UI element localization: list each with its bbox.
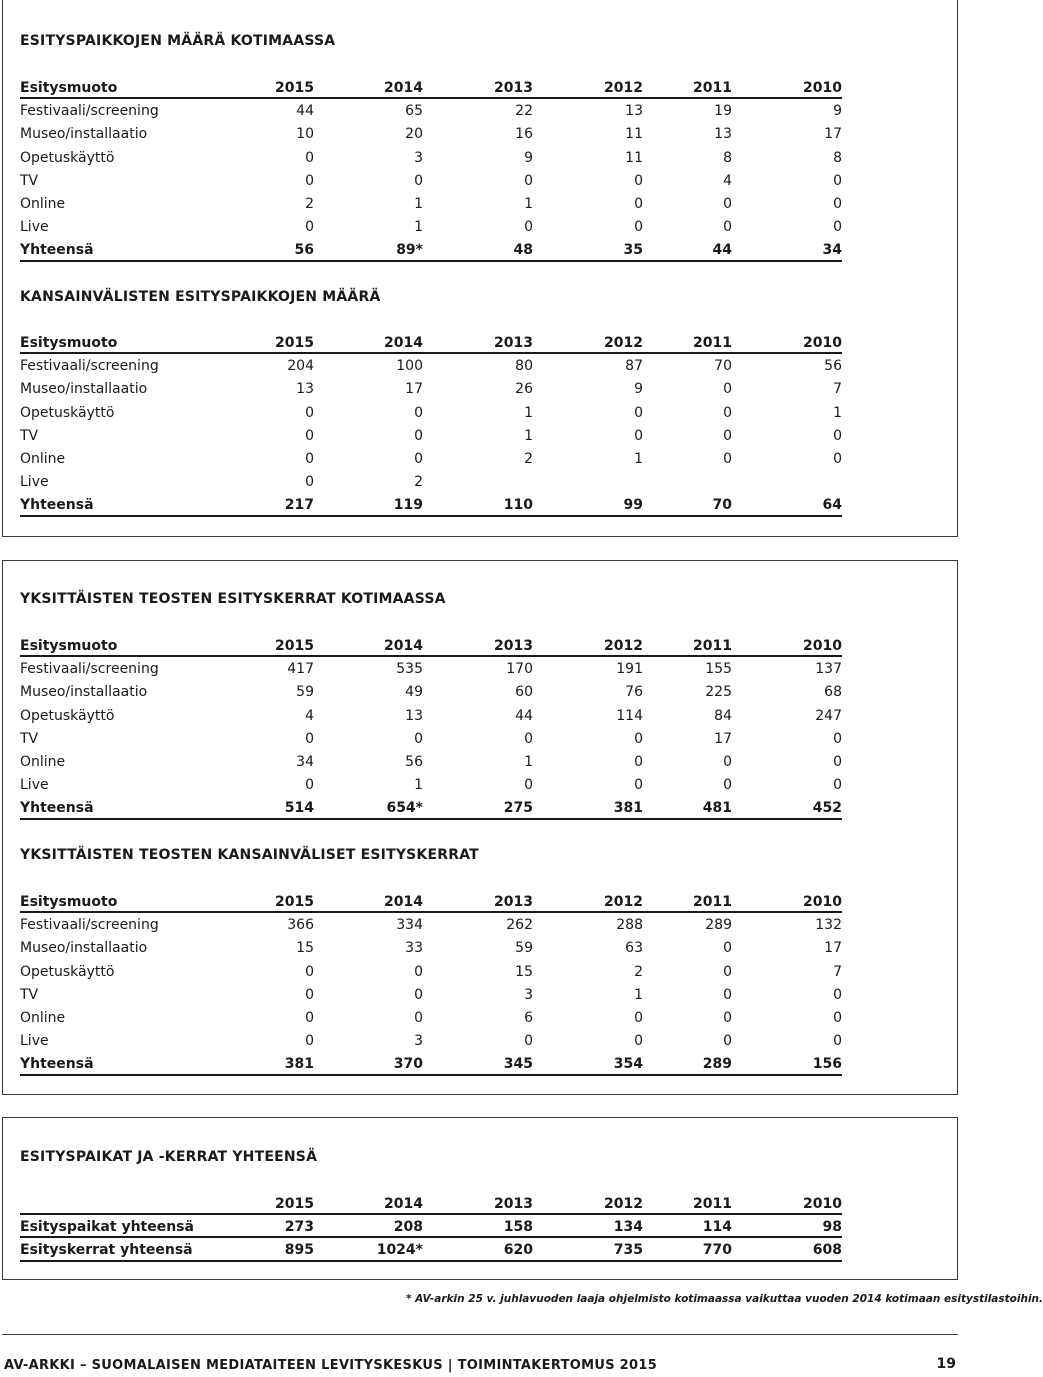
table-row [20, 1030, 842, 1053]
row-label: Live [20, 1033, 49, 1050]
table-row [20, 123, 842, 146]
row-label: Esitysmuoto [20, 80, 118, 96]
cell-2011: 84 [714, 707, 732, 724]
cell-2012: 2012 [604, 638, 643, 654]
cell-2014: 370 [393, 1056, 423, 1073]
row-label: Museo/installaatio [20, 381, 148, 398]
cell-2011: 0 [723, 986, 732, 1003]
row-label: Yhteensä [20, 242, 94, 259]
cell-2012: 381 [613, 800, 643, 817]
cell-2012: 11 [625, 149, 643, 166]
cell-2013: 44 [515, 707, 533, 724]
row-label: TV [20, 427, 39, 444]
cell-2010: 9 [833, 103, 842, 120]
cell-2013: 1 [524, 427, 533, 444]
row-label: Festivaali/screening [20, 358, 159, 375]
cell-2010: 7 [833, 963, 842, 980]
cell-2015: 13 [296, 381, 314, 398]
row-label: Live [20, 474, 49, 491]
row-label: Esitysmuoto [20, 335, 118, 351]
cell-2011: 4 [723, 172, 732, 189]
cell-2012: 0 [634, 404, 643, 421]
cell-2011: 0 [723, 427, 732, 444]
cell-2012: 288 [616, 917, 643, 934]
cell-2013: 1 [524, 195, 533, 212]
cell-2012: 1 [634, 986, 643, 1003]
table-header-row [20, 332, 842, 355]
cell-2011: 0 [723, 450, 732, 467]
footer-text: AV-ARKKI – SUOMALAISEN MEDIATAITEEN LEVITYSKESKUS | TOIMINTAKERTOMUS 2015 [4, 1358, 658, 1373]
cell-2014: 334 [396, 917, 423, 934]
cell-2010: 8 [833, 149, 842, 166]
cell-2010: 0 [833, 777, 842, 794]
table-total-row [20, 797, 842, 820]
section-title: YKSITTÄISTEN TEOSTEN ESITYSKERRAT KOTIMAASSA [20, 591, 446, 607]
cell-2011: 44 [712, 242, 732, 259]
cell-2011: 8 [723, 149, 732, 166]
cell-2011: 2011 [693, 335, 732, 351]
cell-2014: 535 [396, 661, 423, 678]
row-label: TV [20, 986, 39, 1003]
cell-2015: 2015 [275, 80, 314, 96]
table-row [20, 658, 842, 681]
cell-2011: 2011 [693, 894, 732, 910]
cell-2015: 0 [305, 986, 314, 1003]
cell-2010: 17 [824, 126, 842, 143]
cell-2013: 2 [524, 450, 533, 467]
cell-2013: 158 [503, 1219, 533, 1236]
data-table [20, 332, 842, 518]
cell-2010: 7 [833, 381, 842, 398]
table-row [20, 425, 842, 448]
table-row [20, 728, 842, 751]
cell-2010: 64 [822, 497, 842, 514]
cell-2014: 89* [396, 242, 423, 259]
cell-2014: 1 [414, 195, 423, 212]
cell-2012: 11 [625, 126, 643, 143]
row-label: Live [20, 777, 49, 794]
cell-2015: 10 [296, 126, 314, 143]
cell-2013: 2013 [494, 638, 533, 654]
table-row [20, 984, 842, 1007]
cell-2014: 13 [405, 707, 423, 724]
cell-2014: 654* [386, 800, 423, 817]
cell-2010: 0 [833, 450, 842, 467]
cell-2013: 48 [513, 242, 533, 259]
cell-2011: 225 [705, 684, 732, 701]
cell-2011: 481 [702, 800, 732, 817]
cell-2014: 56 [405, 753, 423, 770]
cell-2014: 3 [414, 1033, 423, 1050]
cell-2015: 417 [287, 661, 314, 678]
cell-2015: 34 [296, 753, 314, 770]
cell-2014: 2014 [384, 1196, 423, 1212]
row-label: Esitysmuoto [20, 894, 118, 910]
cell-2014: 2 [414, 474, 423, 491]
cell-2011: 0 [723, 195, 732, 212]
table-row [20, 216, 842, 239]
cell-2013: 0 [524, 1033, 533, 1050]
data-table [20, 635, 842, 821]
data-table [20, 1193, 842, 1263]
table-row [20, 355, 842, 378]
cell-2012: 99 [623, 497, 643, 514]
cell-2015: 217 [284, 497, 314, 514]
cell-2014: 1 [414, 777, 423, 794]
cell-2013: 0 [524, 730, 533, 747]
table-row [20, 914, 842, 937]
table-total-row [20, 1053, 842, 1076]
cell-2013: 275 [503, 800, 533, 817]
table-row [20, 774, 842, 797]
cell-2010: 56 [824, 358, 842, 375]
cell-2013: 22 [515, 103, 533, 120]
cell-2014: 49 [405, 684, 423, 701]
cell-2013: 0 [524, 777, 533, 794]
cell-2010: 452 [812, 800, 842, 817]
cell-2010: 2010 [803, 335, 842, 351]
cell-2011: 0 [723, 404, 732, 421]
cell-2012: 0 [634, 730, 643, 747]
cell-2012: 13 [625, 103, 643, 120]
row-label: Museo/installaatio [20, 684, 148, 701]
cell-2014: 17 [405, 381, 423, 398]
row-label: Museo/installaatio [20, 126, 148, 143]
cell-2015: 0 [305, 1009, 314, 1026]
cell-2010: 0 [833, 986, 842, 1003]
cell-2014: 1 [414, 219, 423, 236]
cell-2013: 345 [503, 1056, 533, 1073]
cell-2014: 0 [414, 172, 423, 189]
cell-2011: 13 [714, 126, 732, 143]
cell-2010: 137 [815, 661, 842, 678]
cell-2013: 6 [524, 1009, 533, 1026]
row-label: Online [20, 1009, 66, 1026]
cell-2012: 0 [634, 1033, 643, 1050]
cell-2011: 70 [712, 497, 732, 514]
cell-2012: 2012 [604, 80, 643, 96]
cell-2010: 2010 [803, 80, 842, 96]
cell-2013: 2013 [494, 80, 533, 96]
cell-2011: 289 [705, 917, 732, 934]
cell-2012: 354 [613, 1056, 643, 1073]
cell-2012: 76 [625, 684, 643, 701]
cell-2011: 17 [714, 730, 732, 747]
cell-2011: 70 [714, 358, 732, 375]
table-header-row [20, 1193, 842, 1216]
cell-2013: 0 [524, 172, 533, 189]
table-total-row [20, 1216, 842, 1239]
row-label: TV [20, 172, 39, 189]
cell-2014: 0 [414, 427, 423, 444]
table-total-row [20, 494, 842, 517]
cell-2015: 0 [305, 404, 314, 421]
cell-2011: 2011 [693, 638, 732, 654]
cell-2015: 44 [296, 103, 314, 120]
table-header-row [20, 635, 842, 658]
cell-2014: 208 [393, 1219, 423, 1236]
cell-2011: 0 [723, 963, 732, 980]
cell-2015: 514 [284, 800, 314, 817]
row-label: Opetuskäyttö [20, 707, 115, 724]
cell-2015: 56 [294, 242, 314, 259]
cell-2010: 2010 [803, 1196, 842, 1212]
cell-2010: 0 [833, 730, 842, 747]
cell-2015: 2015 [275, 894, 314, 910]
cell-2013: 0 [524, 219, 533, 236]
section-title: ESITYSPAIKAT JA -KERRAT YHTEENSÄ [20, 1149, 318, 1165]
table-row [20, 705, 842, 728]
cell-2010: 0 [833, 195, 842, 212]
cell-2010: 247 [815, 707, 842, 724]
cell-2013: 3 [524, 986, 533, 1003]
cell-2012: 0 [634, 777, 643, 794]
cell-2013: 620 [503, 1242, 533, 1259]
cell-2012: 134 [613, 1219, 643, 1236]
cell-2011: 2011 [693, 1196, 732, 1212]
row-label: Museo/installaatio [20, 940, 148, 957]
cell-2013: 2013 [494, 894, 533, 910]
cell-2010: 68 [824, 684, 842, 701]
cell-2011: 114 [702, 1219, 732, 1236]
table-row [20, 170, 842, 193]
cell-2010: 0 [833, 172, 842, 189]
cell-2013: 80 [515, 358, 533, 375]
cell-2012: 1 [634, 450, 643, 467]
table-row [20, 1007, 842, 1030]
row-label: Online [20, 195, 66, 212]
cell-2011: 2011 [693, 80, 732, 96]
cell-2012: 2012 [604, 894, 643, 910]
cell-2012: 2012 [604, 335, 643, 351]
cell-2012: 0 [634, 427, 643, 444]
row-label: Opetuskäyttö [20, 149, 115, 166]
row-label: Yhteensä [20, 497, 94, 514]
table-total-row [20, 1239, 842, 1262]
cell-2014: 100 [396, 358, 423, 375]
cell-2014: 0 [414, 730, 423, 747]
cell-2014: 0 [414, 404, 423, 421]
cell-2013: 2013 [494, 1196, 533, 1212]
cell-2015: 59 [296, 684, 314, 701]
cell-2015: 273 [284, 1219, 314, 1236]
cell-2010: 1 [833, 404, 842, 421]
cell-2015: 15 [296, 940, 314, 957]
cell-2010: 17 [824, 940, 842, 957]
cell-2010: 0 [833, 427, 842, 444]
cell-2014: 0 [414, 963, 423, 980]
cell-2010: 2010 [803, 638, 842, 654]
cell-2013: 2013 [494, 335, 533, 351]
cell-2010: 0 [833, 1009, 842, 1026]
cell-2014: 2014 [384, 638, 423, 654]
row-label: Festivaali/screening [20, 103, 159, 120]
cell-2012: 191 [616, 661, 643, 678]
cell-2010: 2010 [803, 894, 842, 910]
row-label: Live [20, 219, 49, 236]
table-row [20, 937, 842, 960]
cell-2014: 0 [414, 450, 423, 467]
table-row [20, 448, 842, 471]
cell-2013: 9 [524, 149, 533, 166]
cell-2012: 735 [613, 1242, 643, 1259]
cell-2014: 33 [405, 940, 423, 957]
cell-2012: 114 [616, 707, 643, 724]
cell-2013: 170 [506, 661, 533, 678]
cell-2013: 60 [515, 684, 533, 701]
cell-2011: 0 [723, 381, 732, 398]
cell-2010: 608 [812, 1242, 842, 1259]
cell-2013: 110 [503, 497, 533, 514]
cell-2010: 0 [833, 219, 842, 236]
table-row [20, 147, 842, 170]
cell-2013: 15 [515, 963, 533, 980]
cell-2015: 0 [305, 172, 314, 189]
table-row [20, 471, 842, 494]
cell-2010: 132 [815, 917, 842, 934]
cell-2014: 119 [393, 497, 423, 514]
cell-2011: 770 [702, 1242, 732, 1259]
cell-2012: 2012 [604, 1196, 643, 1212]
cell-2013: 59 [515, 940, 533, 957]
cell-2015: 0 [305, 730, 314, 747]
row-label: Online [20, 450, 66, 467]
row-label: Opetuskäyttö [20, 404, 115, 421]
cell-2011: 0 [723, 940, 732, 957]
cell-2015: 204 [287, 358, 314, 375]
row-label: Yhteensä [20, 1056, 94, 1073]
cell-2010: 34 [822, 242, 842, 259]
cell-2015: 2015 [275, 638, 314, 654]
cell-2015: 2015 [275, 1196, 314, 1212]
cell-2015: 0 [305, 777, 314, 794]
footnote: * AV-arkin 25 v. juhlavuoden laaja ohjelmisto kotimaassa vaikuttaa vuoden 2014 kotimaan esitystilastoihin. [406, 1293, 1043, 1305]
row-label: Yhteensä [20, 800, 94, 817]
section-title: YKSITTÄISTEN TEOSTEN KANSAINVÄLISET ESITYSKERRAT [20, 847, 479, 863]
cell-2011: 19 [714, 103, 732, 120]
row-label: Esityskerrat yhteensä [20, 1242, 193, 1259]
cell-2010: 0 [833, 753, 842, 770]
cell-2015: 381 [284, 1056, 314, 1073]
row-label: Opetuskäyttö [20, 963, 115, 980]
cell-2015: 895 [284, 1242, 314, 1259]
row-label: Festivaali/screening [20, 917, 159, 934]
cell-2012: 0 [634, 1009, 643, 1026]
data-table [20, 77, 842, 263]
cell-2014: 2014 [384, 894, 423, 910]
cell-2012: 0 [634, 195, 643, 212]
cell-2013: 1 [524, 753, 533, 770]
cell-2014: 2014 [384, 80, 423, 96]
table-row [20, 378, 842, 401]
cell-2012: 63 [625, 940, 643, 957]
cell-2015: 0 [305, 1033, 314, 1050]
cell-2014: 1024* [376, 1242, 423, 1259]
cell-2012: 2 [634, 963, 643, 980]
cell-2014: 0 [414, 986, 423, 1003]
cell-2011: 289 [702, 1056, 732, 1073]
cell-2015: 0 [305, 450, 314, 467]
cell-2015: 0 [305, 427, 314, 444]
cell-2011: 155 [705, 661, 732, 678]
cell-2015: 2 [305, 195, 314, 212]
cell-2010: 98 [822, 1219, 842, 1236]
cell-2012: 0 [634, 753, 643, 770]
row-label: Esitysmuoto [20, 638, 118, 654]
cell-2010: 156 [812, 1056, 842, 1073]
footer-divider [2, 1334, 958, 1335]
cell-2013: 16 [515, 126, 533, 143]
table-row [20, 100, 842, 123]
cell-2012: 87 [625, 358, 643, 375]
table-total-row [20, 239, 842, 262]
cell-2015: 0 [305, 963, 314, 980]
cell-2013: 1 [524, 404, 533, 421]
section-title: KANSAINVÄLISTEN ESITYSPAIKKOJEN MÄÄRÄ [20, 289, 381, 305]
cell-2014: 20 [405, 126, 423, 143]
cell-2012: 0 [634, 172, 643, 189]
cell-2015: 2015 [275, 335, 314, 351]
table-header-row [20, 77, 842, 100]
cell-2010: 0 [833, 1033, 842, 1050]
cell-2014: 2014 [384, 335, 423, 351]
cell-2012: 35 [623, 242, 643, 259]
cell-2014: 3 [414, 149, 423, 166]
page-number: 19 [936, 1356, 956, 1372]
section-title: ESITYSPAIKKOJEN MÄÄRÄ KOTIMAASSA [20, 33, 336, 49]
row-label: Festivaali/screening [20, 661, 159, 678]
cell-2011: 0 [723, 219, 732, 236]
row-label: TV [20, 730, 39, 747]
cell-2013: 262 [506, 917, 533, 934]
cell-2015: 4 [305, 707, 314, 724]
cell-2015: 0 [305, 219, 314, 236]
table-row [20, 751, 842, 774]
cell-2014: 0 [414, 1009, 423, 1026]
cell-2011: 0 [723, 777, 732, 794]
row-label: Online [20, 753, 66, 770]
data-table [20, 891, 842, 1077]
cell-2015: 0 [305, 149, 314, 166]
table-row [20, 402, 842, 425]
cell-2011: 0 [723, 1009, 732, 1026]
table-row [20, 961, 842, 984]
cell-2011: 0 [723, 1033, 732, 1050]
cell-2012: 0 [634, 219, 643, 236]
row-label: Esityspaikat yhteensä [20, 1219, 194, 1236]
cell-2014: 65 [405, 103, 423, 120]
table-row [20, 193, 842, 216]
cell-2013: 26 [515, 381, 533, 398]
table-row [20, 681, 842, 704]
cell-2012: 9 [634, 381, 643, 398]
cell-2015: 366 [287, 917, 314, 934]
cell-2015: 0 [305, 474, 314, 491]
table-header-row [20, 891, 842, 914]
cell-2011: 0 [723, 753, 732, 770]
